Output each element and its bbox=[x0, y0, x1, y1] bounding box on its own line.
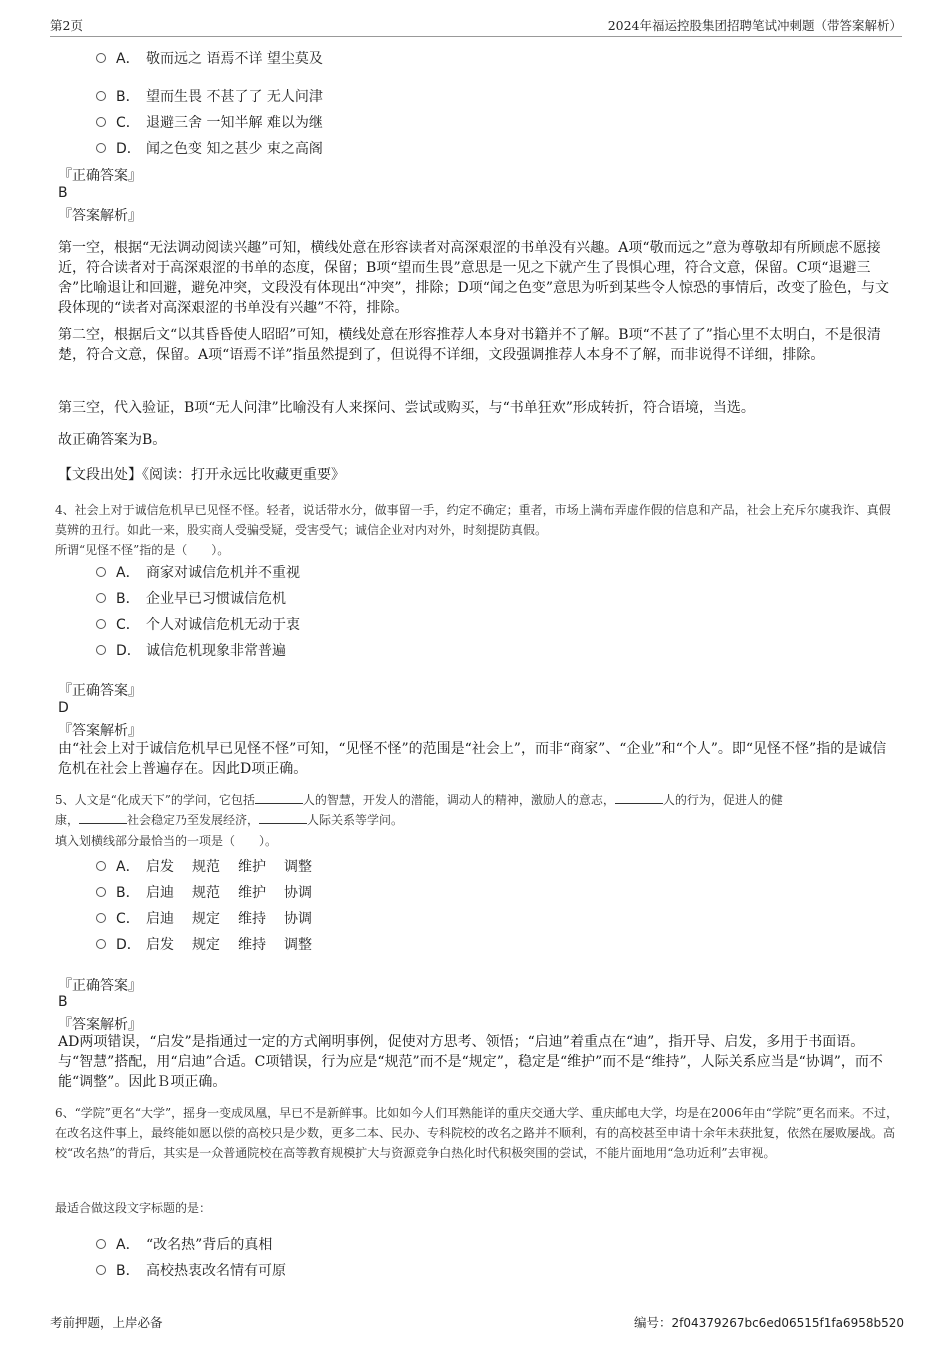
q4-question: 所谓“见怪不怪”指的是（ ）。 bbox=[55, 543, 230, 557]
q5-analysis: AD两项错误，“启发”是指通过一定的方式阐明事例，促使对方思考、领悟；“启迪”着重点在“迪”，指开导、启发，多用于书面语。与“智慧”搭配，用“启迪”合适。C项错误，行为应是“规范”而不是“规定”，稳定是“维护”而不是“维持”，人际关系应当是“协调”，而不能“调整”。因此Ｂ项正确。 bbox=[58, 1034, 883, 1090]
q3-analysis-label: 『答案解析』 bbox=[58, 208, 142, 224]
radio-icon[interactable] bbox=[96, 1239, 106, 1249]
radio-icon[interactable] bbox=[96, 913, 106, 923]
q4-analysis: 由“社会上对于诚信危机早已见怪不怪”可知，“见怪不怪”的范围是“社会上”，而非“商家”、“企业”和“个人”。即“见怪不怪”指的是诚信危机在社会上普遍存在。因此D项正确。 bbox=[58, 741, 887, 777]
q3-option-c[interactable]: C． 退避三舍 一知半解 难以为继 bbox=[96, 112, 323, 132]
radio-icon[interactable] bbox=[96, 887, 106, 897]
header-divider bbox=[50, 36, 902, 37]
q4-answer: D bbox=[58, 700, 69, 716]
q3-option-b[interactable]: B． 望而生畏 不甚了了 无人问津 bbox=[96, 86, 323, 106]
q4-option-a[interactable]: A． 商家对诚信危机并不重视 bbox=[96, 562, 300, 582]
radio-icon[interactable] bbox=[96, 143, 106, 153]
q3-analysis-para-2: 第二空，根据后文“以其昏昏使人昭昭”可知，横线处意在形容推荐人本身对书籍并不了解。B项“不甚了了”指心里不太明白，不是很清楚，符合文意，保留。A项“语焉不详”指虽然提到了，但说得不详细，文段强调推荐人本身不了解，而非说得不详细，排除。 bbox=[58, 327, 881, 363]
blank-3 bbox=[79, 811, 127, 824]
page-number: 第2页 bbox=[50, 18, 83, 33]
radio-icon[interactable] bbox=[96, 619, 106, 629]
radio-icon[interactable] bbox=[96, 117, 106, 127]
q4-answer-label: 『正确答案』 bbox=[58, 683, 142, 699]
footer-code: 编号：2f04379267bc6ed06515f1fa6958b520 bbox=[634, 1315, 904, 1330]
q5-option-a[interactable]: A． 启发 规范 维护 调整 bbox=[96, 856, 312, 876]
blank-1 bbox=[255, 791, 303, 804]
q4-option-c[interactable]: C． 个人对诚信危机无动于衷 bbox=[96, 614, 300, 634]
radio-icon[interactable] bbox=[96, 593, 106, 603]
q3-analysis-para-4: 故正确答案为B。 bbox=[58, 432, 167, 448]
radio-icon[interactable] bbox=[96, 91, 106, 101]
q6-stem: 6、“学院”更名“大学”，摇身一变成凤凰，早已不是新鲜事。比如如今人们耳熟能详的重庆交通大学、重庆邮电大学，均是在2006年由“学院”更名而来。不过，在改名这件事上，最终能如愿以偿的高校只是少数，更多二本、民办、专科院校的改名之路并不顺利，有的高校甚至申请十余年未获批复，依然在屡败屡战。高校“改名热”的背后，其实是一众普通院校在高等教育规模扩大与资源竞争白热化时代积极突围的尝试，不能片面地用“急功近利”去审视。 bbox=[55, 1106, 898, 1160]
radio-icon[interactable] bbox=[96, 1265, 106, 1275]
q5-option-d[interactable]: D． 启发 规定 维持 调整 bbox=[96, 934, 312, 954]
radio-icon[interactable] bbox=[96, 567, 106, 577]
q4-option-b[interactable]: B． 企业早已习惯诚信危机 bbox=[96, 588, 286, 608]
q3-option-a[interactable]: A． 敬而远之 语焉不详 望尘莫及 bbox=[96, 48, 323, 68]
q4-option-d[interactable]: D． 诚信危机现象非常普遍 bbox=[96, 640, 286, 660]
footer-slogan: 考前押题，上岸必备 bbox=[50, 1315, 163, 1330]
q5-analysis-label: 『答案解析』 bbox=[58, 1017, 142, 1033]
q5-answer-label: 『正确答案』 bbox=[58, 978, 142, 994]
radio-icon[interactable] bbox=[96, 53, 106, 63]
q5-stem: 5、人文是“化成天下”的学问，它包括 人的智慧，开发人的潜能，调动人的精神，激励人的意志， 人的行为，促进人的健 康， 社会稳定乃至发展经济， 人际关系等学问。 bbox=[55, 793, 783, 827]
q4-analysis-label: 『答案解析』 bbox=[58, 723, 142, 739]
radio-icon[interactable] bbox=[96, 939, 106, 949]
blank-4 bbox=[259, 811, 307, 824]
q3-source: 【文段出处】《阅读：打开永远比收藏更重要》 bbox=[58, 467, 345, 483]
q6-option-b[interactable]: B． 高校热衷改名情有可原 bbox=[96, 1260, 286, 1280]
q3-analysis-para-1: 第一空，根据“无法调动阅读兴趣”可知，横线处意在形容读者对高深艰涩的书单没有兴趣。A项“敬而远之”意为尊敬却有所顾虑不愿接近，符合读者对于高深艰涩的书单的态度，保留；B项“望而生畏”意思是一见之下就产生了畏惧心理，符合文意，保留。C项“退避三舍”比喻退让和回避，避免冲突，文段没有体现出“冲突”，排除；D项“闻之色变”意思为听到某些令人惊恐的事情后，改变了脸色，与文段体现的“读者对高深艰涩的书单没有兴趣”不符，排除。 bbox=[58, 240, 890, 316]
q5-answer: B bbox=[58, 994, 68, 1010]
q5-option-b[interactable]: B． 启迪 规范 维护 协调 bbox=[96, 882, 312, 902]
radio-icon[interactable] bbox=[96, 861, 106, 871]
q3-option-d[interactable]: D． 闻之色变 知之甚少 束之高阁 bbox=[96, 138, 323, 158]
q5-question: 填入划横线部分最恰当的一项是（ ）。 bbox=[55, 834, 278, 848]
blank-2 bbox=[615, 791, 663, 804]
radio-icon[interactable] bbox=[96, 645, 106, 655]
q4-stem: 4、社会上对于诚信危机早已见怪不怪。轻者，说话带水分，做事留一手，约定不确定；重者，市场上满布弄虚作假的信息和产品，社会上充斥尔虞我诈、真假莫辨的丑行。如此一来，股实商人受骗受疑，受害受气；诚信企业对内对外，时刻提防真假。 bbox=[55, 503, 891, 537]
q3-analysis-para-3: 第三空，代入验证，B项“无人问津”比喻没有人来探问、尝试或购买，与“书单狂欢”形成转折，符合语境，当选。 bbox=[58, 400, 755, 416]
q6-question: 最适合做这段文字标题的是： bbox=[55, 1201, 212, 1215]
q3-answer-label: 『正确答案』 bbox=[58, 168, 142, 184]
q6-option-a[interactable]: A． “改名热”背后的真相 bbox=[96, 1234, 272, 1254]
q3-answer: B bbox=[58, 185, 68, 201]
q5-option-c[interactable]: C． 启迪 规定 维持 协调 bbox=[96, 908, 312, 928]
document-title: 2024年福运控股集团招聘笔试冲刺题（带答案解析） bbox=[607, 18, 902, 33]
